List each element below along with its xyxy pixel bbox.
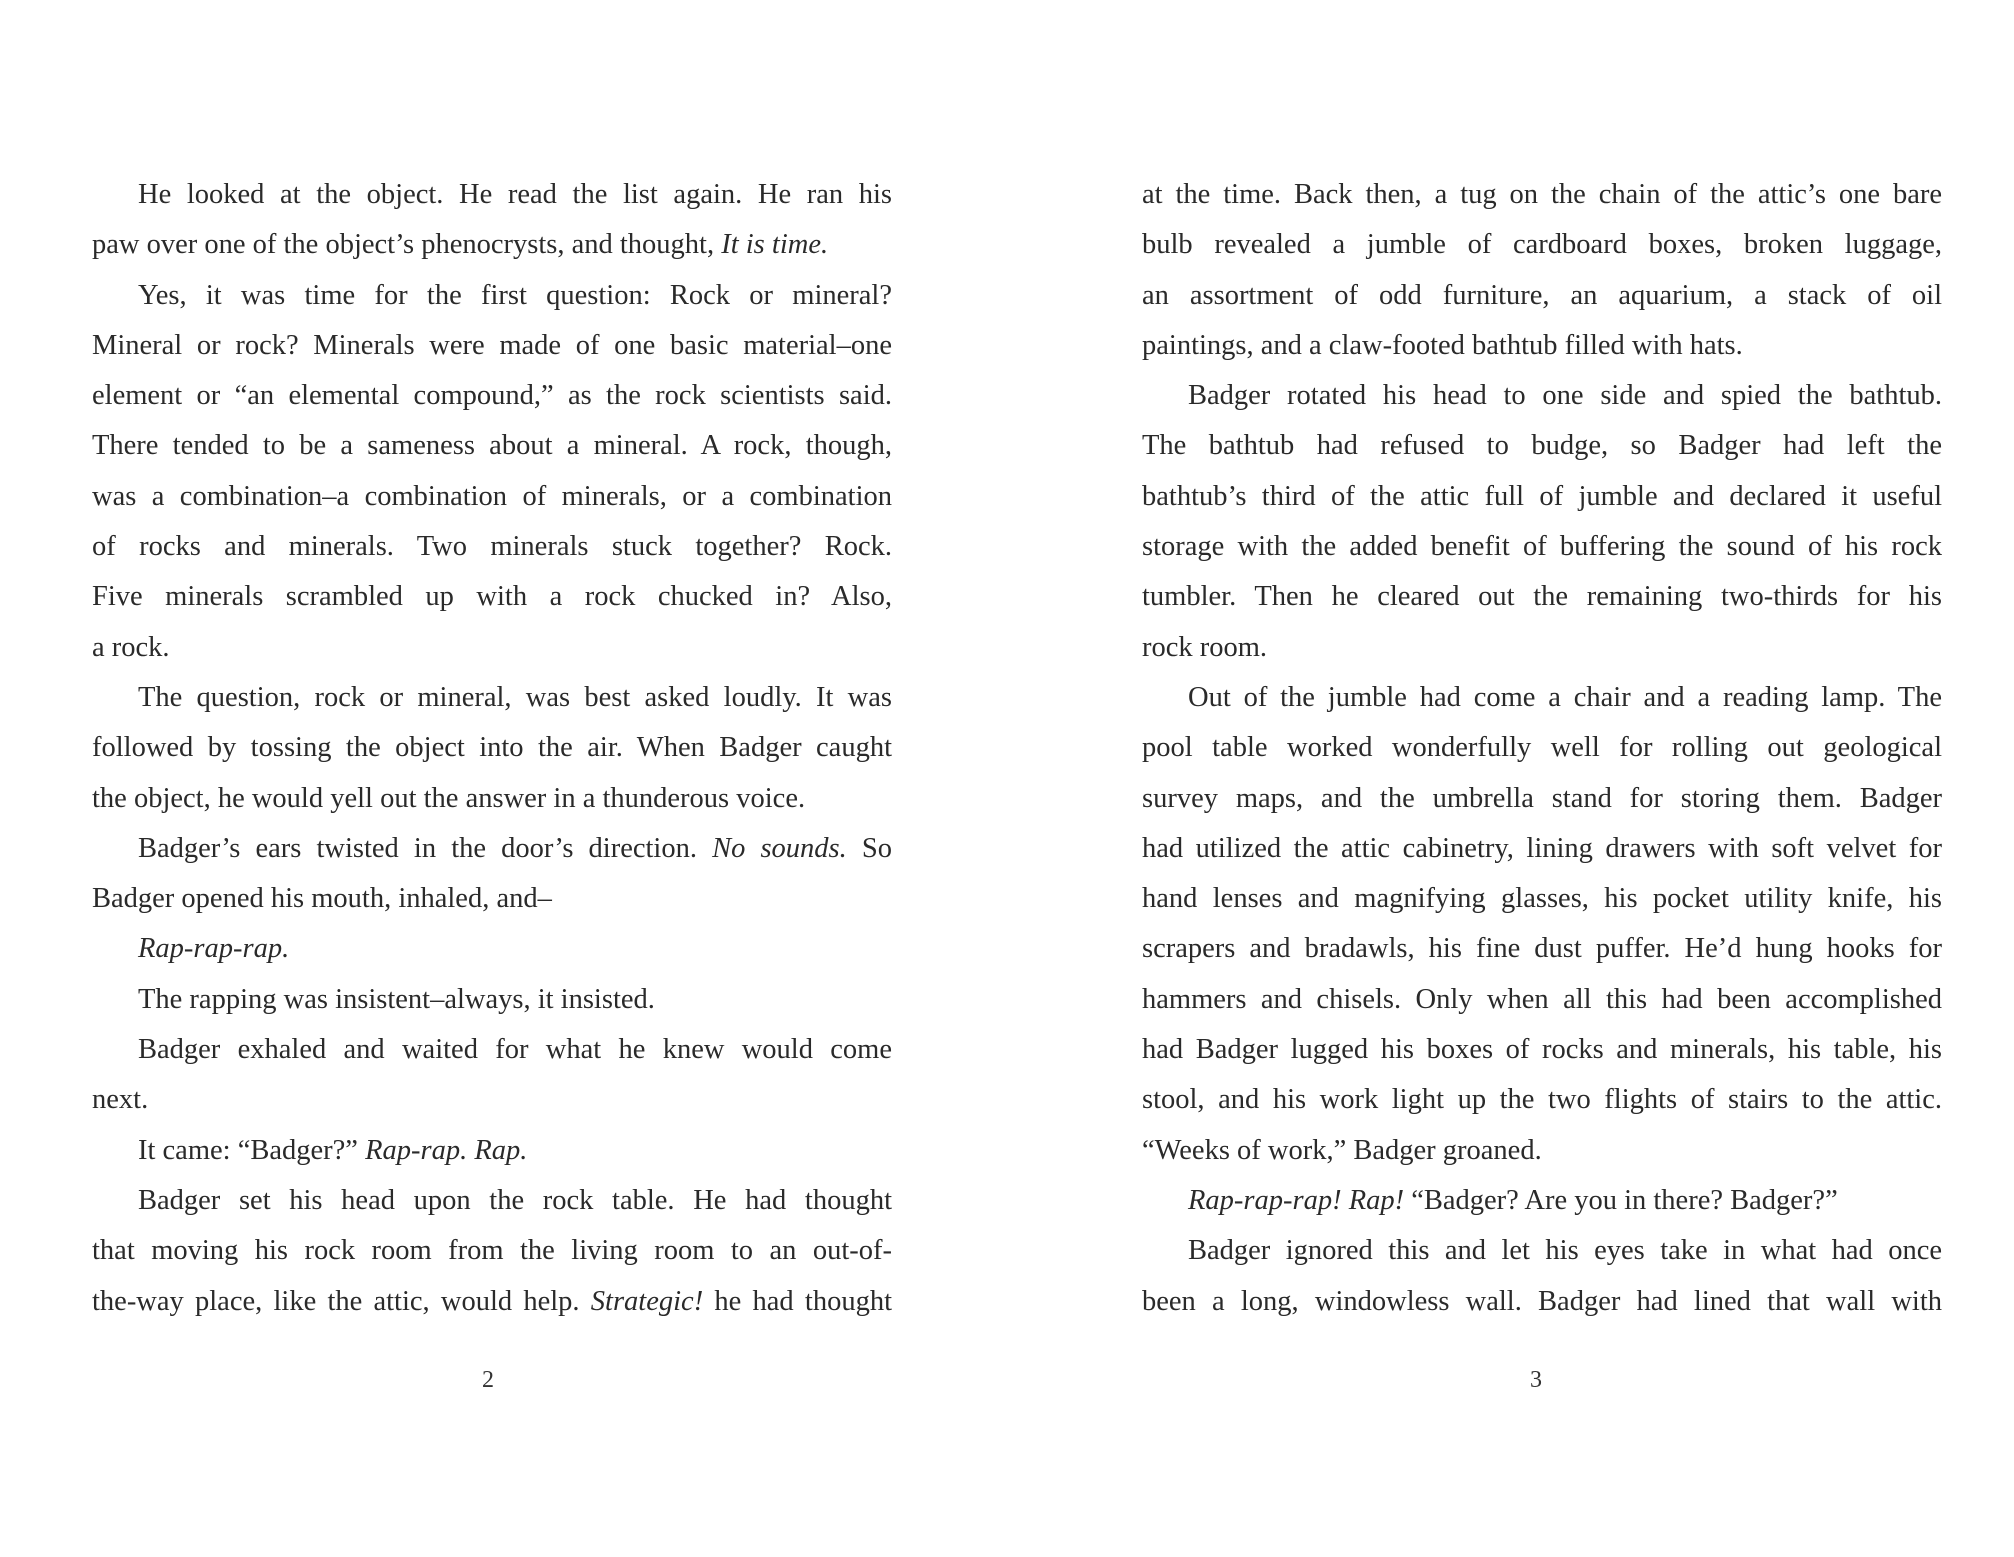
text-line <box>1142 220 1942 270</box>
text-line <box>92 975 892 1025</box>
text-segment: tumbler. Then he cleared out the remaining two-thirds for his <box>1142 581 1942 613</box>
text-line <box>92 220 892 270</box>
text-segment: It came: “Badger?” <box>138 1134 366 1166</box>
text-line <box>1142 522 1942 572</box>
text-line <box>1142 1277 1942 1327</box>
text-line <box>1142 1075 1942 1125</box>
text-segment: an assortment of odd furniture, an aquarium, a stack of oil <box>1142 279 1942 311</box>
text-line <box>92 170 892 220</box>
text-segment: he had thought <box>703 1285 892 1317</box>
left-page <box>92 170 892 1327</box>
text-segment: There tended to be a sameness about a mineral. A rock, though, <box>92 430 892 462</box>
right-page <box>1142 170 1942 1327</box>
text-line <box>1142 1126 1942 1176</box>
text-segment: Out of the jumble had come a chair and a reading lamp. The <box>1188 681 1942 713</box>
text-segment: next. <box>92 1084 149 1116</box>
text-segment: element or “an elemental compound,” as the rock scientists said. <box>92 380 892 412</box>
text-segment: hammers and chisels. Only when all this had been accomplished <box>1142 983 1942 1015</box>
text-line <box>1142 975 1942 1025</box>
text-line <box>92 723 892 773</box>
text-segment: The rapping was insistent–always, it insisted. <box>138 983 655 1015</box>
text-segment: Mineral or rock? Minerals were made of one basic material–one <box>92 329 892 361</box>
italic-text-segment: It is time. <box>721 229 829 261</box>
text-segment: rock room. <box>1142 631 1268 663</box>
text-line <box>1142 572 1942 622</box>
text-segment: survey maps, and the umbrella stand for storing them. Badger <box>1142 782 1942 814</box>
text-line <box>92 421 892 471</box>
italic-text-segment: Rap-rap-rap! Rap! <box>1188 1184 1405 1216</box>
text-segment: scrapers and bradawls, his fine dust puffer. He’d hung hooks for <box>1142 933 1942 965</box>
text-line <box>92 1025 892 1075</box>
text-line <box>92 1075 892 1125</box>
text-line <box>92 874 892 924</box>
text-line <box>1142 371 1942 421</box>
text-segment: that moving his rock room from the living room to an out-of- <box>92 1235 892 1267</box>
text-segment: had utilized the attic cabinetry, lining drawers with soft velvet for <box>1142 832 1942 864</box>
text-segment: the-way place, like the attic, would help. <box>92 1285 591 1317</box>
text-segment: storage with the added benefit of buffering the sound of his rock <box>1142 531 1942 563</box>
left-page-number: 2 <box>482 1367 494 1393</box>
text-line <box>92 1126 892 1176</box>
text-line <box>92 522 892 572</box>
text-line <box>92 371 892 421</box>
text-segment: bulb revealed a jumble of cardboard boxes, broken luggage, <box>1142 229 1942 261</box>
text-line <box>92 623 892 673</box>
text-line <box>92 824 892 874</box>
text-line <box>92 924 892 974</box>
text-line <box>1142 673 1942 723</box>
text-line <box>92 321 892 371</box>
text-segment: Badger rotated his head to one side and spied the bathtub. <box>1188 380 1942 412</box>
text-segment: He looked at the object. He read the list again. He ran his <box>138 179 892 210</box>
text-segment: Yes, it was time for the first question: Rock or mineral? <box>138 279 892 311</box>
text-segment: Badger set his head upon the rock table. He had thought <box>138 1184 892 1216</box>
text-segment: had Badger lugged his boxes of rocks and minerals, his table, his <box>1142 1034 1942 1066</box>
text-line <box>92 472 892 522</box>
text-segment: pool table worked wonderfully well for rolling out geological <box>1142 732 1942 764</box>
italic-text-segment: Rap-rap. Rap. <box>365 1134 528 1166</box>
text-segment: followed by tossing the object into the air. When Badger caught <box>92 732 892 764</box>
text-line <box>1142 421 1942 471</box>
text-line <box>1142 874 1942 924</box>
text-segment: hand lenses and magnifying glasses, his pocket utility knife, his <box>1142 883 1942 915</box>
text-line <box>1142 1226 1942 1276</box>
italic-text-segment: Rap-rap-rap. <box>138 933 290 965</box>
text-segment: bathtub’s third of the attic full of jumble and declared it useful <box>1142 480 1942 512</box>
text-line <box>1142 924 1942 974</box>
text-segment: The question, rock or mineral, was best asked loudly. It was <box>138 681 892 713</box>
right-page-text <box>1142 170 1942 1327</box>
text-segment: Badger exhaled and waited for what he knew would come <box>138 1034 892 1066</box>
text-line <box>1142 170 1942 220</box>
text-line <box>92 572 892 622</box>
text-segment: stool, and his work light up the two flights of stairs to the attic. <box>1142 1084 1942 1116</box>
text-segment: “Badger? Are you in there? Badger?” <box>1404 1184 1838 1216</box>
text-line <box>1142 321 1942 371</box>
italic-text-segment: Strategic! <box>590 1285 704 1317</box>
right-page-number: 3 <box>1530 1367 1542 1393</box>
text-line <box>92 1277 892 1327</box>
text-line <box>1142 271 1942 321</box>
text-segment: Badger opened his mouth, inhaled, and– <box>92 883 552 915</box>
text-line <box>1142 1025 1942 1075</box>
text-segment: the object, he would yell out the answer in a thunderous voice. <box>92 782 806 814</box>
text-segment: paw over one of the object’s phenocrysts, and thought, <box>92 229 722 261</box>
text-segment: a rock. <box>92 631 170 663</box>
text-line <box>1142 824 1942 874</box>
text-segment: Badger ignored this and let his eyes take in what had once <box>1188 1235 1942 1267</box>
text-segment: “Weeks of work,” Badger groaned. <box>1142 1134 1542 1166</box>
text-segment: Badger’s ears twisted in the door’s direction. <box>138 832 713 864</box>
text-line <box>92 673 892 723</box>
text-segment: The bathtub had refused to budge, so Badger had left the <box>1142 430 1942 462</box>
text-segment: Five minerals scrambled up with a rock chucked in? Also, <box>92 581 892 613</box>
text-line <box>1142 623 1942 673</box>
text-segment: So <box>846 832 892 864</box>
italic-text-segment: No sounds. <box>712 832 847 864</box>
text-line <box>1142 774 1942 824</box>
text-segment: was a combination–a combination of minerals, or a combination <box>92 480 892 512</box>
text-segment: of rocks and minerals. Two minerals stuck together? Rock. <box>92 531 892 563</box>
text-line <box>1142 723 1942 773</box>
text-line <box>92 271 892 321</box>
text-line <box>92 774 892 824</box>
text-segment: at the time. Back then, a tug on the chain of the attic’s one bare <box>1142 179 1942 210</box>
text-line <box>1142 1176 1942 1226</box>
text-line <box>92 1176 892 1226</box>
left-page-text <box>92 170 892 1327</box>
text-line <box>92 1226 892 1276</box>
text-line <box>1142 472 1942 522</box>
text-segment: been a long, windowless wall. Badger had lined that wall with <box>1142 1285 1942 1317</box>
text-segment: paintings, and a claw-footed bathtub filled with hats. <box>1142 329 1743 361</box>
